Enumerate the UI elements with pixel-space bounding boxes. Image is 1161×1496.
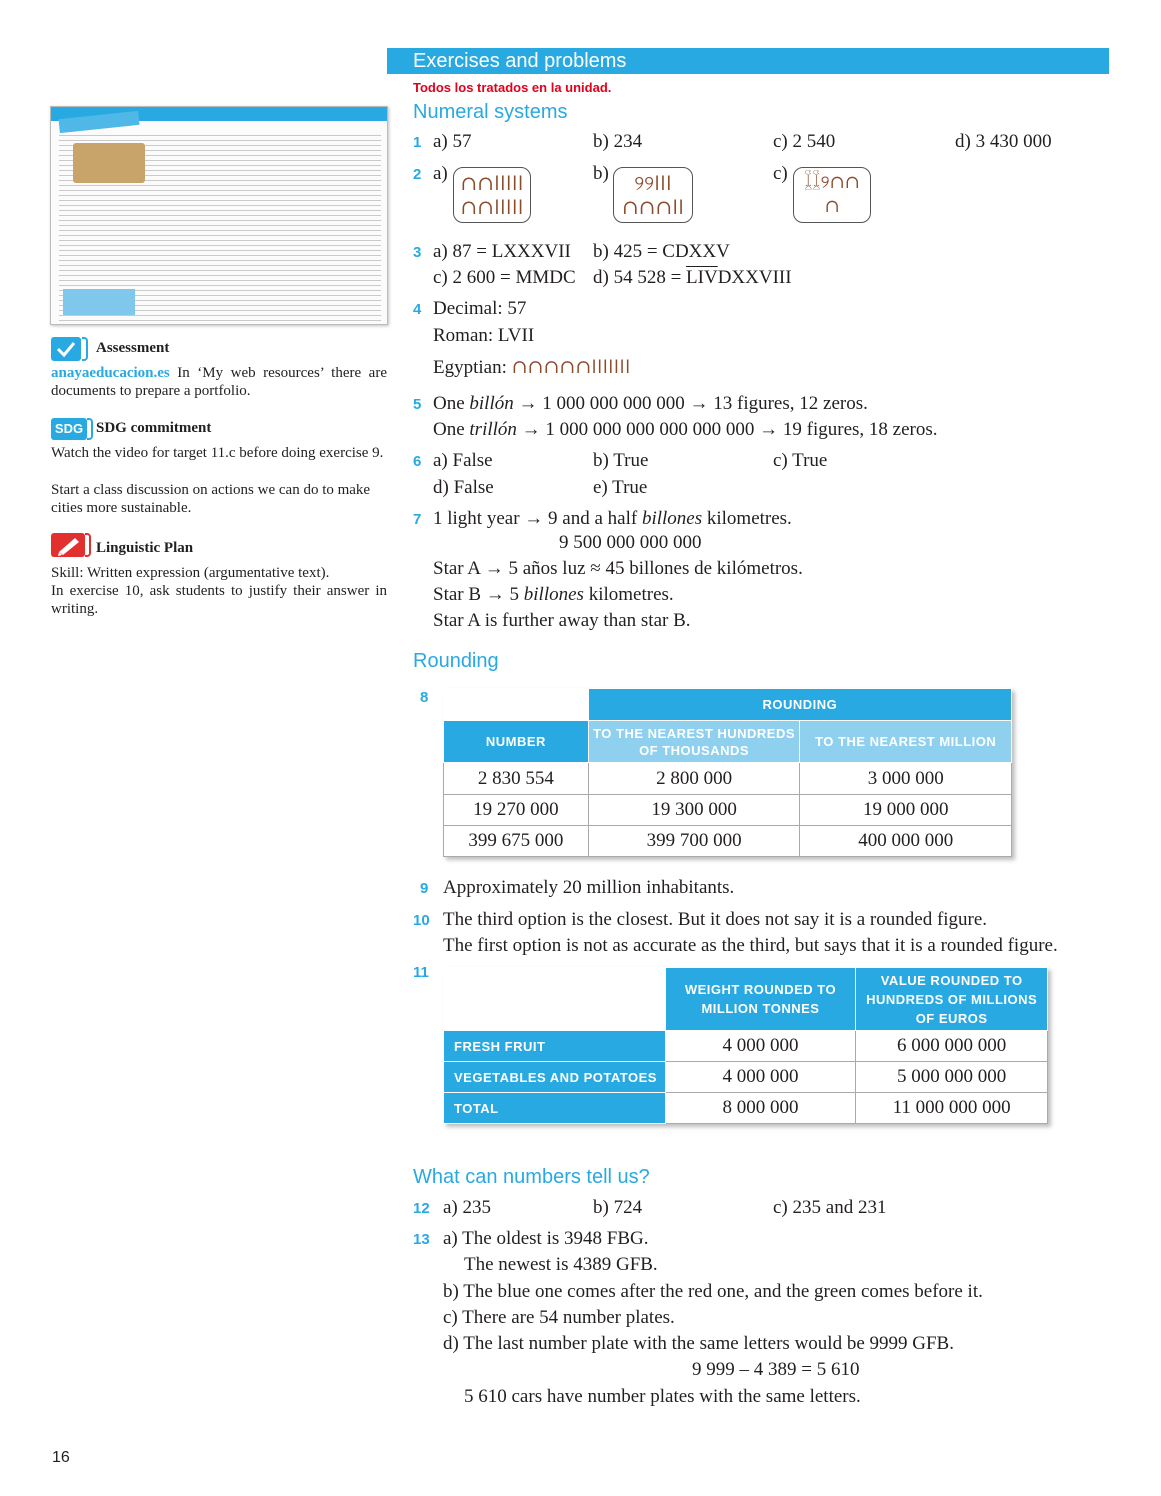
exercise-number: 8 — [420, 689, 429, 706]
thumbnail-image — [73, 143, 145, 183]
ex6-c: c) True — [773, 450, 828, 471]
table-cell: 399 675 000 — [444, 826, 589, 857]
egyptian-glyphs: ୨୨ǀǀǀ — [634, 171, 672, 195]
egyptian-numeral-box-c — [793, 167, 871, 223]
italic-word: billones — [641, 508, 703, 529]
linguistic-text-1: Skill: Written expression (argumentative text). — [51, 565, 330, 581]
table-header-weight: WEIGHT ROUNDED TO MILLION TONNES — [665, 968, 856, 1031]
thumbnail-table — [63, 289, 135, 315]
ex13-calc: 9 999 – 4 389 = 5 610 — [692, 1359, 860, 1380]
table-cell: 4 000 000 — [665, 1062, 856, 1093]
ex12-c: c) 235 and 231 — [773, 1197, 887, 1218]
ex6-a: a) False — [433, 450, 493, 471]
text: → 1 000 000 000 000 → 13 figures, 12 zeros. — [513, 393, 868, 414]
table-row — [444, 1093, 1048, 1124]
text: → 1 000 000 000 000 000 000 → 19 figures, 18 zeros. — [516, 419, 938, 440]
ex1-d: d) 3 430 000 — [955, 131, 1052, 152]
ex2-b-label: b) — [593, 163, 609, 184]
text: One — [433, 393, 470, 414]
egyptian-glyphs: ∩∩∩ǀǀ — [621, 195, 685, 219]
section-rounding: Rounding — [413, 650, 499, 672]
sdg-text-2: Start a class discussion on actions we can do to make cities more sustainable. — [51, 482, 371, 516]
text: One — [433, 419, 470, 440]
checkmark-icon — [51, 337, 81, 361]
page-subtitle: Todos los tratados en la unidad. — [413, 80, 612, 95]
ex2-c-label: c) — [773, 163, 788, 184]
ex2-a-label: a) — [433, 163, 448, 184]
table-cell: 19 270 000 — [444, 795, 589, 826]
ex3-d — [593, 267, 792, 289]
egyptian-glyphs: ∩∩ǀǀǀǀǀ — [460, 195, 524, 219]
sdg-icon: SDG — [51, 418, 87, 440]
table-row-header: FRESH FRUIT — [444, 1031, 666, 1062]
ex7-line-5: Star A is further away than star B. — [433, 610, 691, 631]
ex3-d-rest: DXXVIII — [717, 267, 792, 288]
table-cell: 8 000 000 — [665, 1093, 856, 1124]
ex1-b: b) 234 — [593, 131, 643, 152]
assessment-body: In ‘My web resources’ there are documents to prepare a portfolio. — [51, 365, 387, 399]
ex3-d-overline: $\overline{LIV}$ — [686, 267, 718, 288]
ex6-e: e) True — [593, 477, 648, 498]
ex13-c: c) There are 54 number plates. — [443, 1307, 675, 1328]
linguistic-title: Linguistic Plan — [96, 540, 194, 556]
pencil-icon — [51, 533, 85, 557]
exercise-number: 11 — [413, 964, 429, 981]
ex3-a: a) 87 = LXXXVII — [433, 241, 571, 262]
table-row — [444, 1062, 1048, 1093]
page-title: Exercises and problems — [413, 50, 627, 72]
ex13-d: d) The last number plate with the same letters would be 9999 GFB. — [443, 1333, 954, 1354]
ex3-d-prefix: d) 54 528 = — [593, 267, 687, 288]
page-number: 16 — [52, 1449, 70, 1466]
exercise-number: 3 — [413, 244, 422, 261]
ex4-egyptian — [433, 356, 630, 379]
assessment-title: Assessment — [96, 340, 170, 356]
ex7-line-1 — [433, 508, 792, 530]
exercise-number: 12 — [413, 1200, 430, 1217]
ex13-a-2: The newest is 4389 GFB. — [464, 1254, 658, 1275]
sdg-icon-bracket — [87, 418, 93, 440]
table-cell: 6 000 000 000 — [856, 1031, 1048, 1062]
table-cell: 4 000 000 — [665, 1031, 856, 1062]
ex13-a-1: a) The oldest is 3948 FBG. — [443, 1228, 649, 1249]
egyptian-numeral-box-a — [453, 167, 531, 223]
ex10-line-1: The third option is the closest. But it does not say it is a rounded figure. — [443, 909, 988, 930]
production-table — [443, 967, 1048, 1124]
table-row — [444, 826, 1012, 857]
ex3-b: b) 425 = CDXXV — [593, 241, 730, 262]
egyptian-glyphs: 𓆼𓆼୨∩∩ — [804, 172, 860, 193]
table-cell: 2 800 000 — [588, 763, 800, 795]
ex3-c: c) 2 600 = MMDC — [433, 267, 576, 288]
exercise-number: 6 — [413, 453, 422, 470]
italic-word: billón — [469, 393, 514, 414]
text: kilometres. — [702, 508, 792, 529]
linguistic-text-2: In exercise 10, ask students to justify their answer in writing. — [51, 583, 387, 617]
exercise-number: 13 — [413, 1231, 430, 1248]
egyptian-glyphs: ∩∩ǀǀǀǀǀ — [460, 171, 524, 195]
exercise-number: 7 — [413, 511, 422, 528]
ex1-c: c) 2 540 — [773, 131, 836, 152]
header-band — [387, 48, 1109, 74]
assessment-link[interactable]: anayaeducacion.es — [51, 365, 170, 381]
ex10-line-2: The first option is not as accurate as the third, but says that it is a rounded figure. — [443, 935, 1058, 956]
ex4-egyptian-label: Egyptian: — [433, 357, 512, 378]
student-page-thumbnail — [50, 106, 388, 325]
exercise-number: 5 — [413, 396, 422, 413]
text: kilometres. — [583, 584, 674, 605]
sdg-text-1: Watch the video for target 11.c before doing exercise 9. — [51, 445, 384, 461]
ex7-line-2: 9 500 000 000 000 — [559, 532, 702, 553]
table-cell: 2 830 554 — [444, 763, 589, 795]
rounding-table — [443, 688, 1012, 857]
ex5-line-2 — [433, 419, 938, 441]
table-blank-cell — [444, 689, 589, 721]
ex13-b: b) The blue one comes after the red one, and the green comes before it. — [443, 1281, 983, 1302]
table-row — [444, 763, 1012, 795]
italic-word: billones — [523, 584, 584, 605]
ex6-d: d) False — [433, 477, 494, 498]
section-numbers-tell: What can numbers tell us? — [413, 1166, 650, 1188]
ex1-a: a) 57 — [433, 131, 472, 152]
checkmark-icon-bracket — [82, 337, 88, 361]
table-cell: 19 000 000 — [800, 795, 1012, 826]
exercise-number: 4 — [413, 301, 422, 318]
table-row-header: VEGETABLES AND POTATOES — [444, 1062, 666, 1093]
italic-word: trillón — [469, 419, 517, 440]
table-cell: 400 000 000 — [800, 826, 1012, 857]
exercise-number: 10 — [413, 912, 430, 929]
text: Star B → 5 — [433, 584, 524, 605]
table-row — [444, 1031, 1048, 1062]
egyptian-glyphs: ∩ — [824, 196, 840, 217]
ex6-b: b) True — [593, 450, 649, 471]
ex4-decimal: Decimal: 57 — [433, 298, 527, 319]
table-cell: 399 700 000 — [588, 826, 800, 857]
exercise-number: 2 — [413, 166, 422, 183]
exercise-number: 1 — [413, 134, 422, 151]
table-group-header: ROUNDING — [588, 689, 1011, 721]
table-cell: 5 000 000 000 — [856, 1062, 1048, 1093]
table-cell: 19 300 000 — [588, 795, 800, 826]
egyptian-numeral-box-b — [613, 167, 693, 223]
table-cell: 3 000 000 — [800, 763, 1012, 795]
exercise-number: 9 — [420, 880, 429, 897]
table-blank-cell — [444, 968, 666, 1031]
table-header-hundreds: TO THE NEAREST HUNDREDS OF THOUSANDS — [588, 721, 800, 763]
ex5-line-1 — [433, 393, 868, 415]
table-header-value: VALUE ROUNDED TO HUNDREDS OF MILLIONS OF EUROS — [856, 968, 1048, 1031]
table-header-million: TO THE NEAREST MILLION — [800, 721, 1012, 763]
egyptian-glyphs: ∩∩∩∩∩ǀǀǀǀǀǀǀ — [511, 356, 631, 378]
ex13-result: 5 610 cars have number plates with the same letters. — [464, 1386, 861, 1407]
ex7-line-4 — [433, 584, 674, 606]
ex7-line-3: Star A → 5 años luz ≈ 45 billones de kilómetros. — [433, 558, 803, 579]
table-row-header: TOTAL — [444, 1093, 666, 1124]
table-header-number: NUMBER — [444, 721, 589, 763]
sdg-title: SDG commitment — [96, 420, 212, 436]
ex9-text: Approximately 20 million inhabitants. — [443, 877, 735, 898]
section-numeral-systems: Numeral systems — [413, 101, 568, 123]
text: 1 light year → 9 and a half — [433, 508, 642, 529]
ex12-b: b) 724 — [593, 1197, 643, 1218]
assessment-text — [51, 364, 387, 400]
pencil-icon-bracket — [85, 533, 91, 557]
table-cell: 11 000 000 000 — [856, 1093, 1048, 1124]
table-row — [444, 795, 1012, 826]
ex12-a: a) 235 — [443, 1197, 492, 1218]
ex4-roman: Roman: LVII — [433, 325, 535, 346]
